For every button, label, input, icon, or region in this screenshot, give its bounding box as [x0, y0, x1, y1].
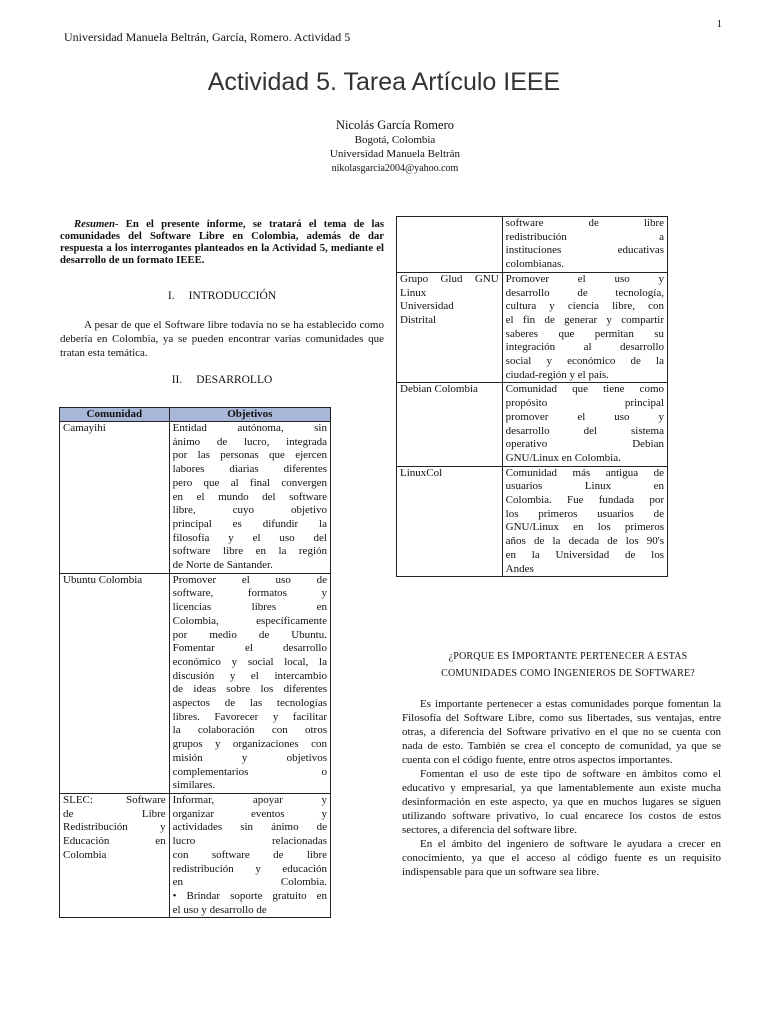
community-name-cell [397, 217, 503, 273]
table-body [60, 422, 331, 918]
section-title: INTRODUCCIÓN [188, 290, 277, 302]
community-name-line: Distrital [400, 313, 437, 326]
section-number: II. [171, 374, 183, 386]
objective-line: redistribución y educación [172, 862, 327, 875]
objective-line: cultura y ciencia libre, con [505, 300, 664, 313]
header-comunidad: Comunidad [60, 408, 170, 422]
objective-line: años de la decada de los 90's [505, 535, 664, 548]
objective-line: colombianas. [505, 258, 565, 271]
objective-line: Colombia. Fue fundada por [505, 494, 664, 507]
objective-line: ánimo de lucro, integrada [172, 435, 327, 448]
objective-line: integración al desarrollo [505, 341, 664, 354]
objective-line: desarrollo de tecnología, [505, 286, 664, 299]
community-name-line: de Libre [63, 807, 166, 820]
objective-line: usuarios Linux en [505, 480, 664, 493]
objective-line: Fomentar el desarrollo [172, 642, 327, 655]
community-name-line: SLEC: Software [63, 793, 166, 806]
section-title: DESARROLLO [196, 374, 273, 386]
objective-line: software, formatos y [172, 587, 327, 600]
objective-line: libre, cuyo objetivo [172, 504, 327, 517]
objective-line: el fin de generar y compartir [505, 313, 664, 326]
objective-line: de Norte de Santander. [172, 559, 273, 572]
objective-cell [502, 272, 667, 383]
objective-line: Comunidad más antigua de [505, 466, 664, 479]
abstract [60, 218, 384, 266]
objective-line: operativo Debian [505, 438, 664, 451]
community-name-line: Redistribución y [63, 821, 166, 834]
community-name-line: Ubuntu Colombia [63, 573, 143, 586]
section-heading-desarrollo [60, 374, 384, 386]
objective-line: económico y social local, la [172, 655, 327, 668]
objective-line: por las personas que ejercen [172, 449, 327, 462]
abstract-label: Resumen- [74, 218, 119, 230]
communities-table-right [396, 216, 668, 577]
author-email: nikolasgarcia2004@yahoo.com [331, 162, 459, 174]
running-head: Universidad Manuela Beltrán, García, Romero. Actividad 5 [64, 30, 351, 44]
objective-line: los primeros usuarios de [505, 507, 664, 520]
table-row [397, 466, 668, 577]
objective-line: misión y objetivos [172, 751, 327, 764]
objective-cell [502, 383, 667, 466]
community-name-line: Educación en [63, 835, 166, 848]
author-university: Universidad Manuela Beltrán [329, 148, 461, 160]
section-heading-introduction [60, 290, 384, 302]
objective-line: Entidad autónoma, sin [172, 422, 327, 434]
table-row [397, 272, 668, 383]
objective-line: Informar, apoyar y [172, 793, 327, 806]
author-city: Bogotá, Colombia [354, 133, 436, 146]
answer-block [402, 697, 721, 879]
table-row [60, 422, 331, 574]
objective-line: por medio de Ubuntu. [172, 628, 327, 641]
community-name-line: Debian Colombia [400, 383, 478, 396]
objective-line: con software de libre [172, 848, 327, 861]
objective-line: GNU/Linux en los primeros [505, 521, 664, 534]
page-number: 1 [716, 18, 722, 30]
table-row [60, 793, 331, 917]
objective-line: redistribución a [505, 230, 664, 243]
community-name-line: Universidad [400, 300, 454, 313]
communities-table-left [59, 407, 331, 918]
community-name-line: Colombia [63, 848, 107, 861]
table-row [397, 217, 668, 273]
header-objetivos: Objetivos [169, 408, 330, 422]
objective-line: aspectos de las tecnologías [172, 697, 327, 710]
author-block [0, 118, 768, 176]
objective-line: organizar eventos y [172, 807, 327, 820]
objective-line: instituciones educativas [505, 244, 664, 257]
community-name-cell [60, 573, 170, 793]
community-name-line: Grupo Glud GNU [400, 272, 499, 285]
objective-line: social y económico de la [505, 355, 664, 368]
section-number: I. [167, 290, 175, 302]
community-name-line: Linux [400, 286, 427, 299]
objective-line: actividades sin ánimo de [172, 821, 327, 834]
question-heading-line: COMUNIDADES COMO INGENIEROS DE SOFTWARE? [441, 667, 695, 679]
objective-line: promover el uso y [505, 410, 664, 423]
objective-line: grupos y organizaciones con [172, 738, 327, 751]
objective-line: lucro relacionadas [172, 835, 327, 848]
objective-line: discusión y el intercambio [172, 669, 327, 682]
objective-cell [502, 466, 667, 577]
objective-line: filosofía y el uso del [172, 531, 327, 544]
objective-line: desarrollo del sistema [505, 424, 664, 437]
objective-line: propósito principal [505, 397, 664, 410]
table-header-row [60, 408, 331, 422]
table-row [397, 383, 668, 466]
community-name-cell [397, 383, 503, 466]
table-row [60, 573, 331, 793]
question-heading-line: ¿PORQUE ES IMPORTANTE PERTENECER A ESTAS [448, 650, 688, 662]
objective-line: Promover el uso de [172, 573, 327, 586]
objective-line: complementarios o [172, 765, 327, 778]
answer-paragraph: Es importante pertenecer a estas comunidades porque fomentan la Filosofía del Software Libre, como sus libertades, sus ventajas, entre otras, a diferencia del Software privativo en el que no se cuenta con nada de esto. También se crea el concepto de comunidad, ya que se cuenta con el código fuente, entre otros aspectos importantes. [402, 698, 721, 766]
community-name-line: LinuxCol [400, 466, 443, 479]
objective-line: de ideas sobre los diferentes [172, 683, 327, 696]
objective-line: saberes que permitan su [505, 327, 664, 340]
answer-paragraph: Fomentan el uso de este tipo de software en ámbitos como el educativo y empresarial, ya que lamentablemente aun existe mucha desinformación en este aspecto, ya que en muchos lugares se siguen utilizando software privativo, lo cual encarece los costos de estos sectores, a diferencia del software libre. [402, 768, 721, 836]
objective-line: similares. [172, 779, 216, 792]
community-name-cell [397, 466, 503, 577]
community-name-cell [60, 793, 170, 917]
community-name-cell [60, 422, 170, 574]
objective-line: la colaboración con otros [172, 724, 327, 737]
community-name-cell [397, 272, 503, 383]
objective-line: el uso y desarrollo de [172, 903, 267, 916]
answer-paragraph: En el ámbito del ingeniero de software le ayudara a crecer en conocimiento, ya que el acceso al código fuente es un requisito indispensable para que un software sea libre. [402, 838, 721, 878]
objective-line: software libre en la región [172, 545, 327, 558]
objective-cell [169, 422, 330, 574]
question-heading [428, 648, 708, 682]
abstract-text: En el presente informe, se tratará el tema de las comunidades del Software Libre en Colombia, además de dar respuesta a los interrogantes planteados en la Actividad 5, mediante el desarrollo de un formato IEEE. [60, 218, 385, 266]
objective-line: software de libre [505, 217, 664, 229]
objective-line: principal es difundir la [172, 517, 327, 530]
objective-line: en el mundo del software [172, 490, 327, 503]
objective-line: GNU/Linux en Colombia. [505, 451, 621, 464]
objective-cell [502, 217, 667, 273]
objective-line: Promover el uso y [505, 272, 664, 285]
objective-line: labores diarias diferentes [172, 463, 327, 476]
objective-line: Comunidad que tiene como [505, 383, 664, 396]
objective-line: Colombia, específicamente [172, 614, 327, 627]
objective-cell [169, 793, 330, 917]
objective-line: en Colombia. [172, 876, 327, 889]
objective-line: • Brindar soporte gratuito en [172, 889, 327, 902]
objective-line: licencias libres en [172, 601, 327, 614]
intro-paragraph: A pesar de que el Software libre todavía no se ha establecido como debería en Colombia, ya se pueden encontrar varias comunidades que tratan esta temática. [60, 319, 384, 359]
page-title: Actividad 5. Tarea Artículo IEEE [207, 68, 561, 96]
objective-line: Andes [505, 562, 534, 575]
community-name-line: Camayihi [63, 422, 106, 434]
objective-line: en la Universidad de los [505, 548, 664, 561]
objective-cell [169, 573, 330, 793]
table-body [397, 217, 668, 577]
objective-line: pero que al final convergen [172, 476, 327, 489]
author-name: Nicolás García Romero [335, 118, 454, 132]
objective-line: libres. Favorecer y facilitar [172, 710, 327, 723]
objective-line: ciudad-región y el país. [505, 368, 609, 381]
